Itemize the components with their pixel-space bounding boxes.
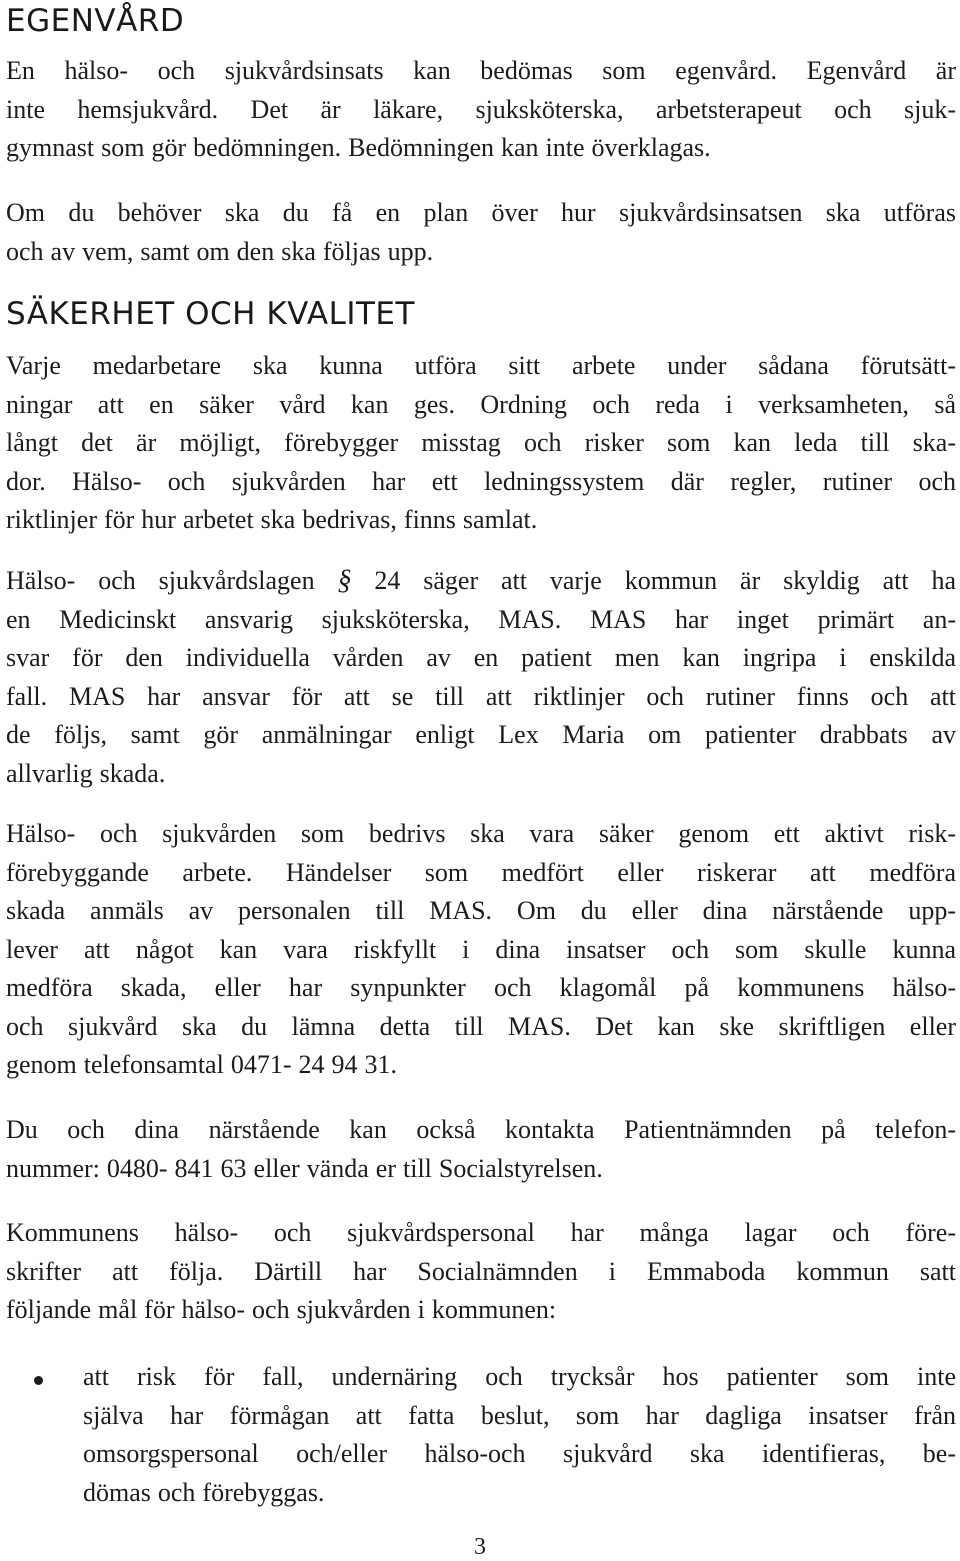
text-line: Kommunens hälso- och sjukvårdspersonal har många lagar och före- [6, 1218, 956, 1247]
text-line: själva har förmågan att fatta beslut, som har dagliga insatser från [83, 1400, 956, 1430]
text-line: Hälso- och sjukvården som bedrivs ska vara säker genom ett aktivt risk- [6, 819, 956, 848]
text-segment: 24 säger att varje kommun är skyldig att ha [374, 566, 957, 595]
paragraph-egenvard-2 [6, 194, 956, 271]
text-line: omsorgspersonal och/eller hälso-och sjukvård ska identifieras, be- [83, 1439, 956, 1468]
text-line: dor. Hälso- och sjukvården har ett ledningssystem där regler, rutiner och [6, 466, 956, 496]
page-number: 3 [474, 1534, 486, 1560]
paragraph-sakerhet-2 [6, 562, 956, 793]
paragraph-sakerhet-3 [6, 815, 956, 1085]
text-line: skrifter att följa. Därtill har Socialnämnden i Emmaboda kommun satt [6, 1256, 956, 1286]
text-line: att risk för fall, undernäring och trycksår hos patienter som inte [83, 1362, 956, 1391]
text-line: och sjukvård ska du lämna detta till MAS. Det kan ske skriftligen eller [6, 1011, 956, 1041]
text-line: Du och dina närstående kan också kontakta Patientnämnden på telefon- [6, 1115, 956, 1144]
text-line: Varje medarbetare ska kunna utföra sitt arbete under sådana förutsätt- [6, 351, 956, 380]
text-line: och av vem, samt om den ska följas upp. [6, 236, 434, 266]
text-line: förebyggande arbete. Händelser som medfört eller riskerar att medföra [6, 857, 956, 887]
paragraph-sakerhet-4 [6, 1111, 956, 1188]
text-line: inte hemsjukvård. Det är läkare, sjuksköterska, arbetsterapeut och sjuk- [6, 94, 956, 124]
paragraph-symbol: § [337, 565, 352, 596]
text-line: ningar att en säker vård kan ges. Ordning och reda i verksamheten, så [6, 389, 956, 419]
text-line: gymnast som gör bedömningen. Bedömningen kan inte överklagas. [6, 133, 711, 162]
heading-sakerhet: SÄKERHET OCH KVALITET [6, 296, 415, 332]
text-line: genom telefonsamtal 0471- 24 94 31. [6, 1050, 397, 1079]
text-line: En hälso- och sjukvårdsinsats kan bedömas som egenvård. Egenvård är [6, 56, 956, 85]
list-item-text [83, 1358, 956, 1512]
text-line: en Medicinskt ansvarig sjuksköterska, MAS. MAS har inget primärt an- [6, 604, 956, 634]
text-line: allvarlig skada. [6, 758, 166, 788]
text-line: följande mål för hälso- och sjukvården i kommunen: [6, 1295, 557, 1324]
heading-egenvard: EGENVÅRD [6, 3, 185, 39]
text-line [6, 562, 956, 601]
text-line: Om du behöver ska du få en plan över hur sjukvårdsinsatsen ska utföras [6, 198, 956, 227]
text-line: lever att något kan vara riskfyllt i dina insatser och som skulle kunna [6, 934, 956, 964]
text-line: de följs, samt gör anmälningar enligt Lex Maria om patienter drabbats av [6, 720, 956, 749]
text-line: långt det är möjligt, förebygger misstag och risker som kan leda till ska- [6, 428, 956, 457]
text-line: nummer: 0480- 841 63 eller vända er till Socialstyrelsen. [6, 1153, 603, 1183]
text-line: skada anmäls av personalen till MAS. Om du eller dina närstående upp- [6, 896, 956, 925]
text-line: svar för den individuella vården av en patient men kan ingripa i enskilda [6, 643, 956, 672]
text-segment: Hälso- och sjukvårdslagen [6, 566, 315, 595]
paragraph-sakerhet-1 [6, 347, 956, 540]
text-line: medföra skada, eller har synpunkter och klagomål på kommunens hälso- [6, 973, 956, 1002]
bullet-icon [34, 1376, 43, 1385]
paragraph-sakerhet-5 [6, 1214, 956, 1330]
text-line: fall. MAS har ansvar för att se till att riktlinjer och rutiner finns och att [6, 681, 956, 711]
text-line: riktlinjer för hur arbetet ska bedrivas, finns samlat. [6, 505, 538, 534]
text-line: dömas och förebyggas. [83, 1477, 325, 1507]
paragraph-egenvard-1 [6, 52, 956, 168]
